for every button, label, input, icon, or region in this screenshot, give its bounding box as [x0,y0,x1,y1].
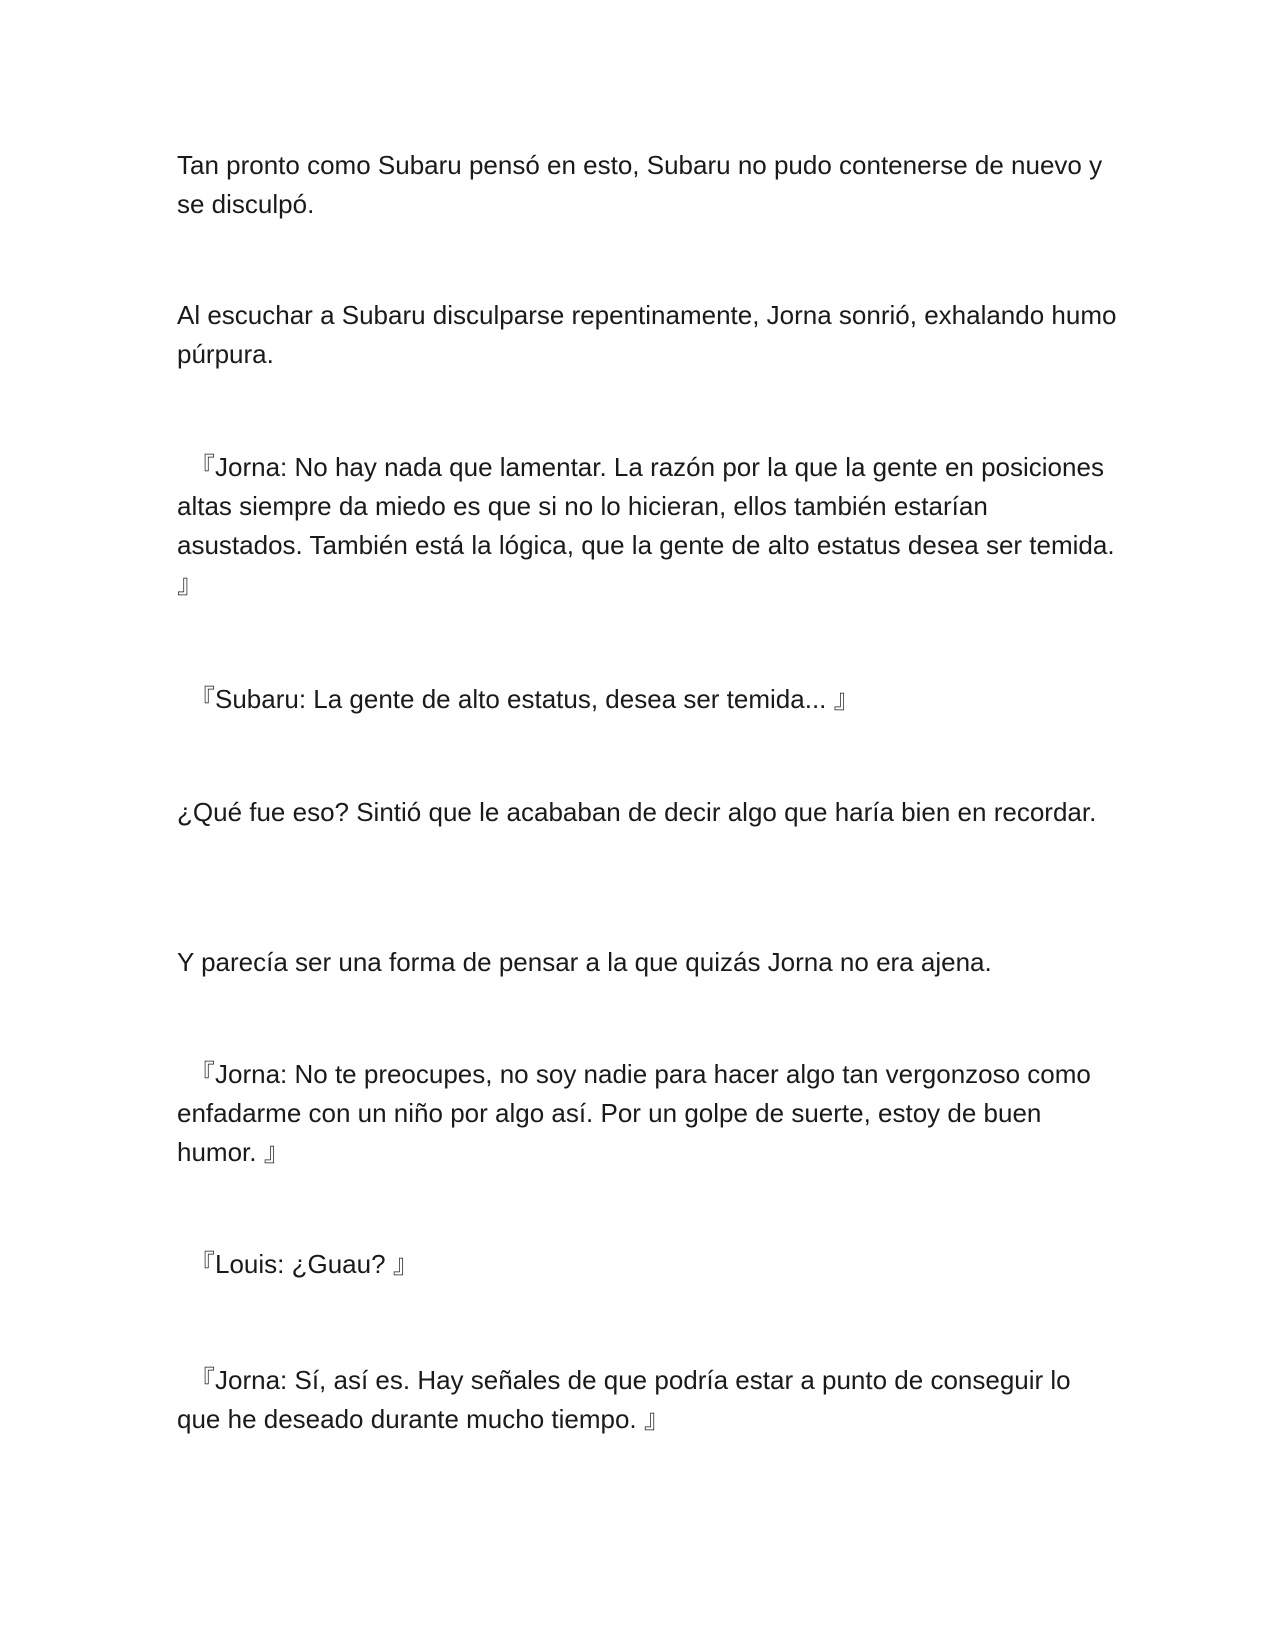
paragraph-narration: Tan pronto como Subaru pensó en esto, Subaru no pudo contenerse de nuevo y se disculpó. [177,150,1103,219]
paragraph-dialogue: 『Jorna: No te preocupes, no soy nadie para hacer algo tan vergonzoso como enfadarme con un niño por algo así. Por un golpe de suerte, estoy de buen humor. 』 [177,1059,1091,1167]
paragraph-narration: ¿Qué fue eso? Sintió que le acababan de decir algo que haría bien en recordar. [177,797,1097,827]
paragraph-narration: Y parecía ser una forma de pensar a la que quizás Jorna no era ajena. [177,947,992,977]
paragraph-dialogue: 『Jorna: Sí, así es. Hay señales de que podría estar a punto de conseguir lo que he deseado durante mucho tiempo. 』 [177,1365,1071,1434]
paragraph-dialogue: 『Subaru: La gente de alto estatus, desea ser temida... 』 [189,684,860,714]
paragraph-narration: Al escuchar a Subaru disculparse repentinamente, Jorna sonrió, exhalando humo púrpura. [177,300,1117,369]
paragraph-dialogue: 『Louis: ¿Guau? 』 [189,1249,419,1279]
paragraph-dialogue: 『Jorna: No hay nada que lamentar. La razón por la que la gente en posiciones altas siempre da miedo es que si no lo hicieran, ellos también estarían asustados. También está la lógica, que la gente de alto estatus desea ser temida. 』 [177,452,1115,599]
